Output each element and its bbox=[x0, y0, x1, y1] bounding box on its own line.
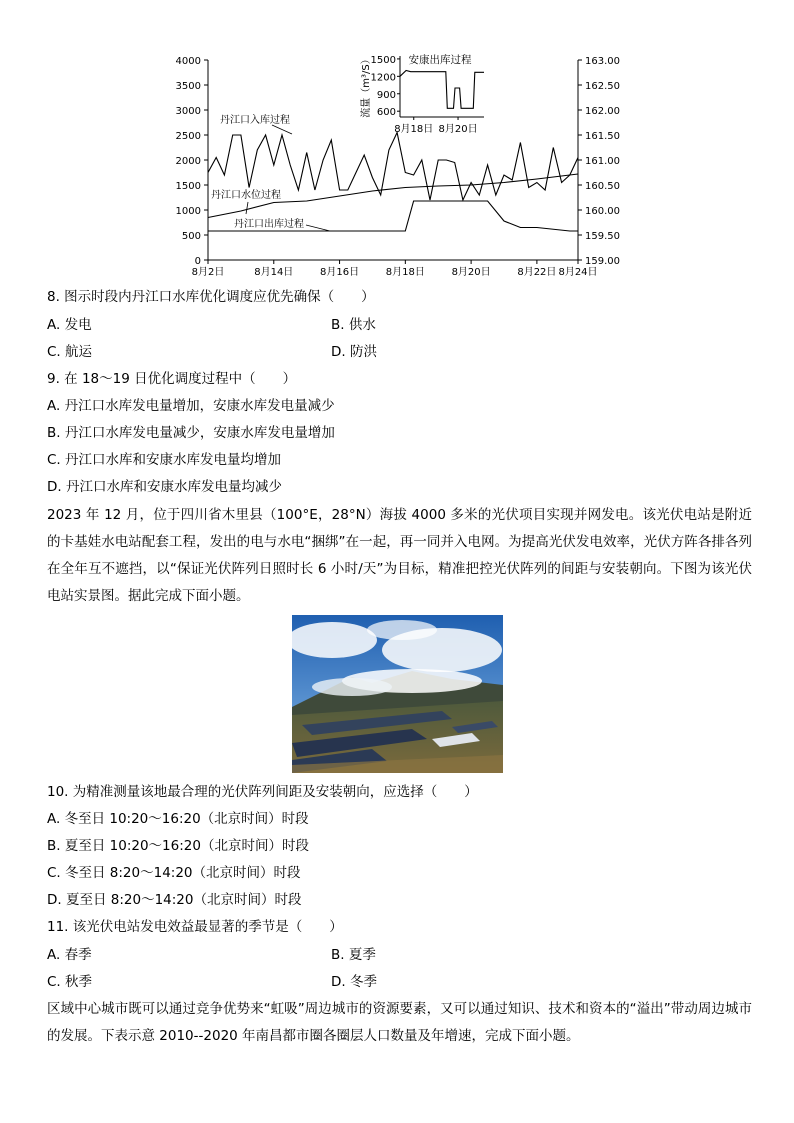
inset-y-label: 流量（m³/S） bbox=[361, 54, 372, 118]
q8-stem: 8. 图示时段内丹江口水库优化调度应优先确保（ ） bbox=[47, 289, 375, 305]
y-left-tick-label: 0 bbox=[194, 256, 201, 267]
series-leader-line bbox=[306, 225, 330, 231]
q9-option-a[interactable]: A. 丹江口水库发电量增加，安康水库发电量减少 bbox=[47, 398, 335, 414]
q8-option-d[interactable]: D. 防洪 bbox=[331, 344, 377, 360]
q11-option-d[interactable]: D. 冬季 bbox=[331, 974, 377, 990]
series-label: 丹江口出库过程 bbox=[234, 219, 304, 230]
q9-option-b[interactable]: B. 丹江口水库发电量减少，安康水库发电量增加 bbox=[47, 425, 335, 441]
y-left-tick-label: 3000 bbox=[175, 106, 201, 117]
x-tick-label: 8月20日 bbox=[451, 267, 491, 278]
inset-y-tick-label: 900 bbox=[376, 89, 396, 101]
q11-option-a[interactable]: A. 春季 bbox=[47, 947, 92, 963]
chart-svg bbox=[0, 0, 794, 290]
y-right-tick-label: 160.00 bbox=[585, 206, 620, 217]
y-right-tick-label: 163.00 bbox=[585, 56, 620, 67]
y-left-tick-label: 500 bbox=[181, 231, 201, 242]
city-passage: 区域中心城市既可以通过竞争优势来“虹吸”周边城市的资源要素，又可以通过知识、技术和资本的“溢出”带动周边城市的发展。下表示意 2010--2020 年南昌都市圈各圈层人口数量及年增速，完成下面小题。 bbox=[47, 1001, 752, 1044]
q10-option-a[interactable]: A. 冬至日 10:20～16:20（北京时间）时段 bbox=[47, 811, 309, 827]
y-right-tick-label: 161.00 bbox=[585, 156, 620, 167]
q11-option-c[interactable]: C. 秋季 bbox=[47, 974, 93, 990]
q8-option-c[interactable]: C. 航运 bbox=[47, 344, 93, 360]
q10-option-b[interactable]: B. 夏至日 10:20～16:20（北京时间）时段 bbox=[47, 838, 309, 854]
series-leader-line bbox=[246, 202, 248, 214]
q9-option-c[interactable]: C. 丹江口水库和安康水库发电量均增加 bbox=[47, 452, 282, 468]
y-right-tick-label: 162.00 bbox=[585, 106, 620, 117]
q9-stem: 9. 在 18～19 日优化调度过程中（ ） bbox=[47, 371, 297, 387]
y-left-tick-label: 1000 bbox=[175, 206, 201, 217]
inset-x-tick-label: 8月18日 bbox=[394, 124, 434, 135]
y-right-tick-label: 159.00 bbox=[585, 256, 620, 267]
y-right-tick-label: 159.50 bbox=[585, 231, 620, 242]
series-label: 丹江口入库过程 bbox=[220, 115, 290, 126]
q8-option-b[interactable]: B. 供水 bbox=[331, 317, 376, 333]
q10-option-c[interactable]: C. 冬至日 8:20～14:20（北京时间）时段 bbox=[47, 865, 301, 881]
inset-title: 安康出库过程 bbox=[408, 54, 472, 66]
x-tick-label: 8月24日 bbox=[558, 267, 598, 278]
inset-y-tick-label: 1200 bbox=[370, 72, 396, 84]
inset-y-tick-label: 1500 bbox=[370, 54, 396, 66]
y-left-tick-label: 4000 bbox=[175, 56, 201, 67]
q11-option-b[interactable]: B. 夏季 bbox=[331, 947, 376, 963]
y-left-tick-label: 2000 bbox=[175, 156, 201, 167]
y-left-tick-label: 3500 bbox=[175, 81, 201, 92]
y-left-tick-label: 1500 bbox=[175, 181, 201, 192]
q9-option-d[interactable]: D. 丹江口水库和安康水库发电量均减少 bbox=[47, 479, 282, 495]
x-tick-label: 8月16日 bbox=[320, 267, 360, 278]
series-label: 丹江口水位过程 bbox=[211, 190, 281, 201]
inset-x-tick-label: 8月20日 bbox=[438, 124, 478, 135]
hydrograph-chart bbox=[0, 0, 794, 290]
q10-option-d[interactable]: D. 夏至日 8:20～14:20（北京时间）时段 bbox=[47, 892, 302, 908]
x-tick-label: 8月14日 bbox=[254, 267, 294, 278]
y-left-tick-label: 2500 bbox=[175, 131, 201, 142]
q11-stem: 11. 该光伏电站发电效益最显著的季节是（ ） bbox=[47, 919, 343, 935]
y-right-tick-label: 161.50 bbox=[585, 131, 620, 142]
x-tick-label: 8月18日 bbox=[385, 267, 425, 278]
x-tick-label: 8月22日 bbox=[517, 267, 557, 278]
y-right-tick-label: 162.50 bbox=[585, 81, 620, 92]
solar-station-photo bbox=[292, 615, 503, 773]
y-right-tick-label: 160.50 bbox=[585, 181, 620, 192]
q8-option-a[interactable]: A. 发电 bbox=[47, 317, 92, 333]
q10-stem: 10. 为精准测量该地最合理的光伏阵列间距及安装朝向，应选择（ ） bbox=[47, 784, 478, 800]
pv-passage: 2023 年 12 月，位于四川省木里县（100°E，28°N）海拔 4000 多米的光伏项目实现并网发电。该光伏电站是附近的卡基娃水电站配套工程，发出的电与水电“捆绑”在一起，再一同并入电网。为提高光伏发电效率，光伏方阵各排各列在全年互不遮挡，以“保证光伏阵列日照时长 6 小时/天”为目标，精准把控光伏阵列的间距与安装朝向。下图为该光伏电站实景图。据此完成下面小题。 bbox=[47, 507, 752, 604]
inset-series-line bbox=[400, 71, 484, 109]
inset-y-tick-label: 600 bbox=[376, 107, 396, 119]
x-tick-label: 8月2日 bbox=[191, 267, 225, 278]
series-leader-line bbox=[272, 125, 292, 134]
